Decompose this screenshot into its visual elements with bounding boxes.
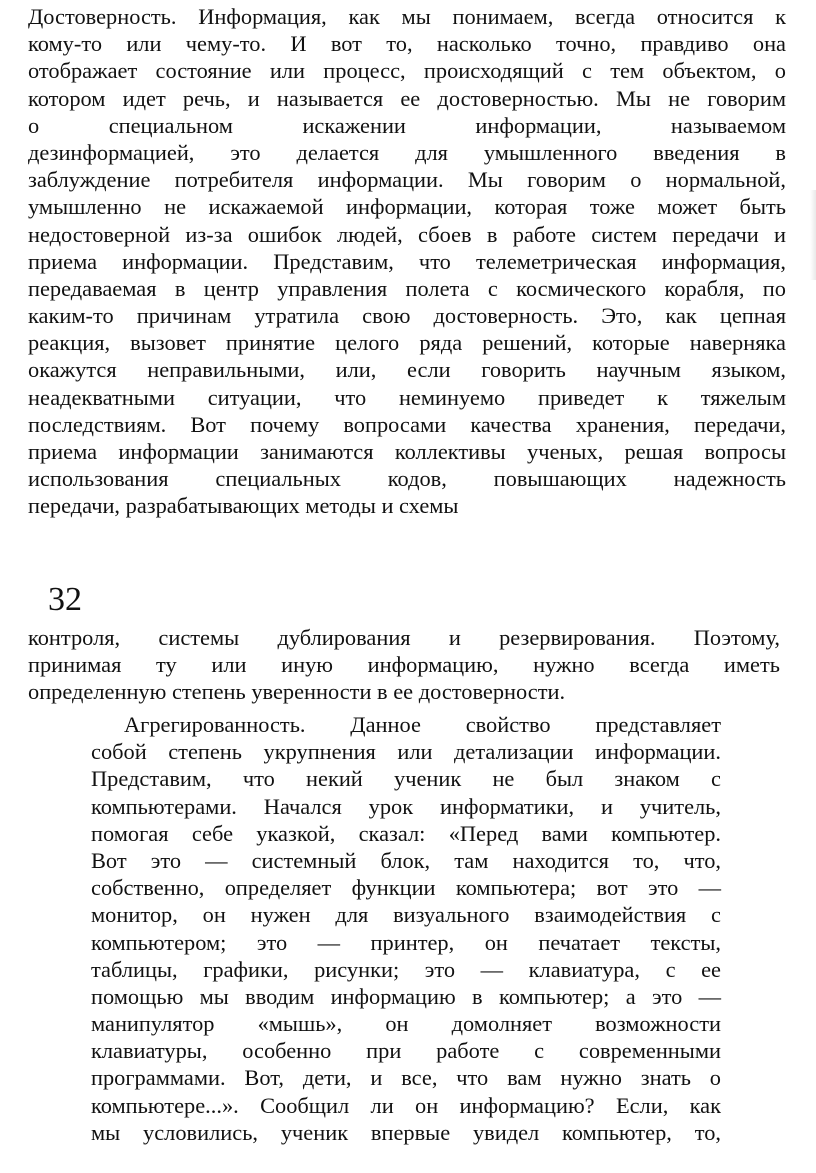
text-line: Представим, что некий ученик не был знаком с [91,766,721,792]
text-line: Вот это — системный блок, там находится то, что, [91,847,721,873]
text-line: котором идет речь, и называется ее достоверностью. Мы не говорим [28,85,786,111]
page-number: 32 [48,581,82,618]
text-line: мы условились, ученик впервые увидел компьютер, то, [91,1119,721,1145]
text-line: неадекватными ситуации, что неминуемо приведет к тяжелым [28,384,786,410]
text-line: таблицы, графики, рисунки; это — клавиатура, с ее [91,956,721,982]
paragraph-aggregation [91,711,721,1146]
paragraph-continuation [28,624,780,706]
text-line: определенную степень уверенности в ее достоверности. [28,679,566,705]
text-line: принимая ту или иную информацию, нужно всегда иметь [28,652,780,678]
text-line: компьютере...». Сообщил ли он информацию? Если, как [91,1092,721,1118]
text-line: передаваемая в центр управления полета с космического корабля, по [28,275,786,301]
text-line: контроля, системы дублирования и резервирования. Поэтому, [28,625,780,650]
text-line: приема информации занимаются коллективы ученых, решая вопросы [28,439,786,464]
text-line: дезинформацией, это делается для умышленного введения в [28,139,786,165]
text-line: монитор, он нужен для визуального взаимодействия с [91,902,721,928]
text-line: последствиям. Вот почему вопросами качества хранения, передачи, [28,411,786,437]
text-line: программами. Вот, дети, и все, что вам нужно знать о [91,1065,721,1091]
text-line: передачи, разрабатывающих методы и схемы [28,493,459,519]
text-line: заблуждение потребителя информации. Мы говорим о нормальной, [28,167,786,193]
scan-edge-shadow [810,190,816,280]
text-line: компьютером; это — принтер, он печатает тексты, [91,929,721,955]
text-line: клавиатуры, особенно при работе с современными [91,1038,721,1064]
text-line: каким-то причинам утратила свою достоверность. Это, как цепная [28,303,786,329]
text-line: Агрегированность. Данное свойство представляет [124,712,721,737]
text-line: о специальном искажении информации, называемом [28,112,786,138]
text-line: помогая себе указкой, сказал: «Перед вами компьютер. [91,820,721,846]
text-line: недостоверной из-за ошибок людей, сбоев в работе систем передачи и [28,221,786,247]
text-line: окажутся неправильными, или, если говорить научным языком, [28,357,786,383]
text-line: умышленно не искажаемой информации, которая тоже может быть [28,194,786,220]
text-line: собой степень укрупнения или детализации информации. [91,739,721,765]
text-line: манипулятор «мышь», он домолняет возможности [91,1011,721,1037]
text-line: приема информации. Представим, что телеметрическая информация, [28,248,786,274]
text-line: отображает состояние или процесс, происходящий с тем объектом, о [28,58,786,84]
text-line: компьютерами. Начался урок информатики, и учитель, [91,793,721,819]
text-line: кому-то или чему-то. И вот то, насколько точно, правдиво она [28,31,786,57]
text-line: использования специальных кодов, повышающих надежность [28,466,786,492]
paragraph-reliability [28,3,786,520]
text-line: помощью мы вводим информацию в компьютер; а это — [91,983,721,1009]
text-line: собственно, определяет функции компьютера; вот это — [91,875,721,901]
text-line: реакция, вызовет принятие целого ряда решений, которые наверняка [28,330,786,356]
text-line: Достоверность. Информация, как мы понимаем, всегда относится к [28,4,786,29]
